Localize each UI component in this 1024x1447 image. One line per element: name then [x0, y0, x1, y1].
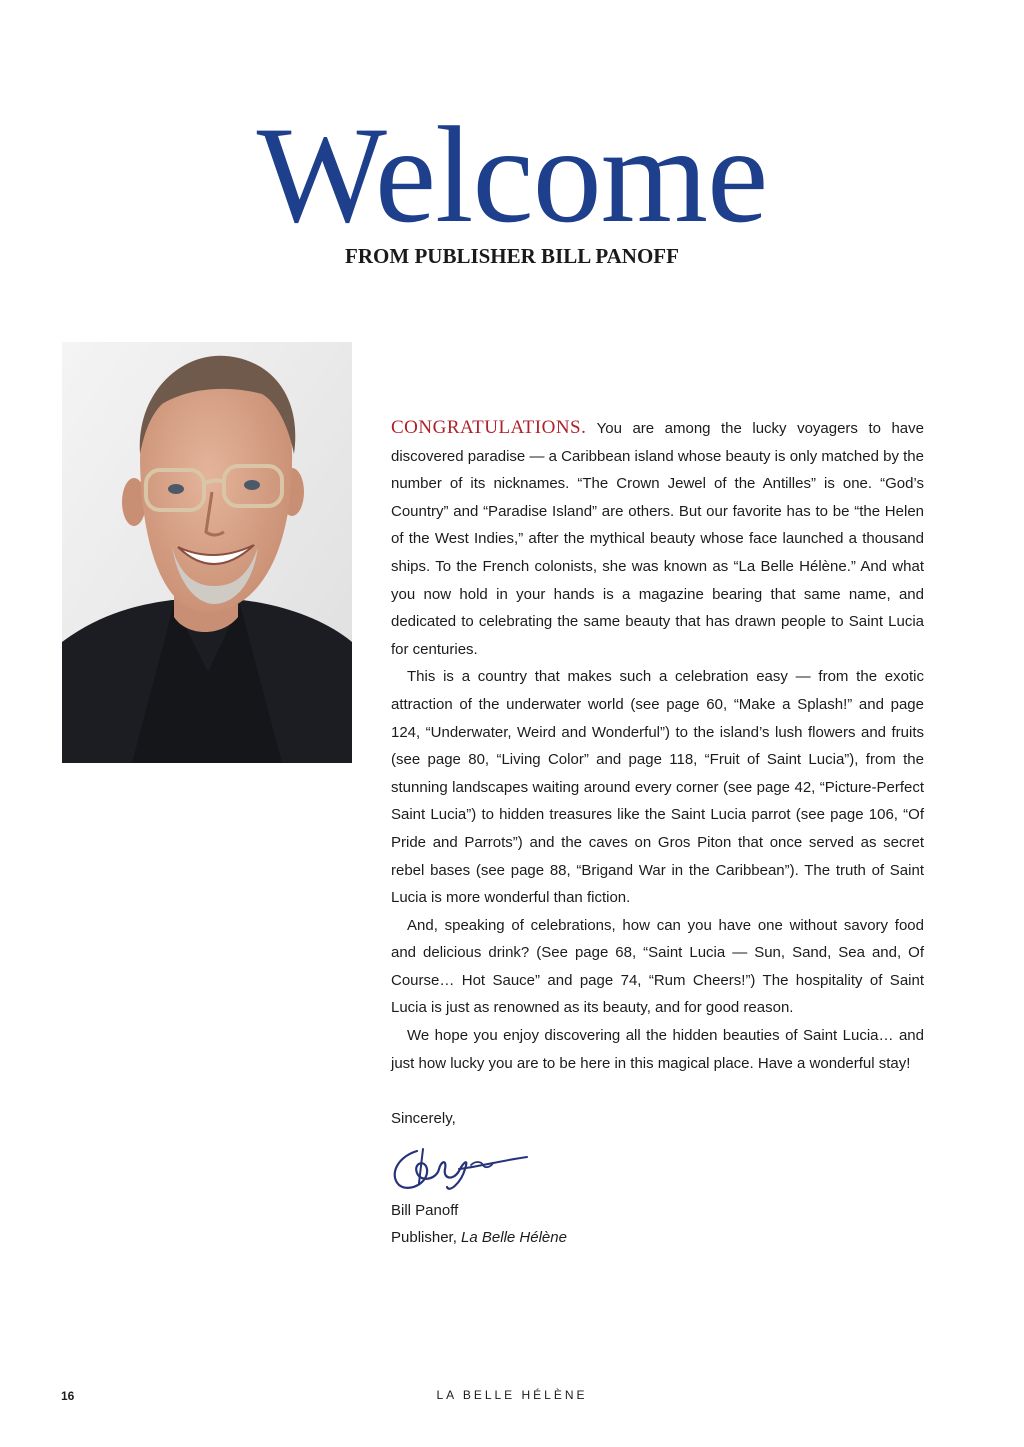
- signer-role: Publisher, La Belle Hélène: [391, 1229, 567, 1247]
- letter-paragraph: We hope you enjoy discovering all the hidden beauties of Saint Lucia… and just how lucky you are to be here in this magical place. Have a wonderful stay!: [391, 1027, 924, 1072]
- publication-name: La Belle Hélène: [461, 1229, 567, 1247]
- welcome-letter: [391, 414, 924, 1252]
- publisher-portrait: [62, 342, 352, 763]
- page-number: 16: [61, 1389, 75, 1403]
- letter-paragraph: [391, 414, 924, 663]
- page-subtitle: FROM PUBLISHER BILL PANOFF: [345, 244, 679, 268]
- signature-icon: [387, 1139, 924, 1197]
- footer-magazine-title: LA BELLE HÉLÈNE: [436, 1388, 588, 1402]
- lead-word: CONGRATULATIONS.: [391, 417, 587, 438]
- letter-closing: [391, 1105, 924, 1252]
- closing-salutation: Sincerely,: [391, 1110, 456, 1128]
- letter-paragraph: This is a country that makes such a celebration easy — from the exotic attraction of the underwater world (see page 60, “Make a Splash!” and page 124, “Underwater, Weird and Wonderful”) to the island’s lush flowers and fruits (see page 80, “Living Color” and page 118, “Fruit of Saint Lucia”), from the stunning landscapes waiting around every corner (see page 42, “Picture-Perfect Saint Lucia”) to hidden treasures like the Saint Lucia parrot (see page 106, “Of Pride and Parrots”) and the caves on Gros Piton that once served as secret rebel bases (see page 88, “Brigand War in the Caribbean”). The truth of Saint Lucia is more wonderful than fiction.: [391, 668, 924, 907]
- signer-name: Bill Panoff: [391, 1201, 459, 1219]
- paragraph-1-text: You are among the lucky voyagers to have discovered paradise — a Caribbean island whose beauty is only matched by the number of its nicknames. “The Crown Jewel of the Antilles” is one. “God’s Country” and “Paradise Island” are others. But our favorite has to be “the Helen of the West Indies,” after the mythical beauty whose face launched a thousand ships. To the French colonists, she was known as “La Belle Hélène.” And what you now hold in your hands is a magazine bearing that same name, and dedicated to celebrating the same beauty that has drawn people to Saint Lucia for centuries.: [391, 420, 924, 658]
- letter-paragraph: And, speaking of celebrations, how can you have one without savory food and delicious drink? (See page 68, “Saint Lucia — Sun, Sand, Sea and, Of Course… Hot Sauce” and page 74, “Rum Cheers!”) The hospitality of Saint Lucia is just as renowned as its beauty, and for good reason.: [391, 916, 924, 1017]
- page-title: Welcome: [256, 98, 768, 251]
